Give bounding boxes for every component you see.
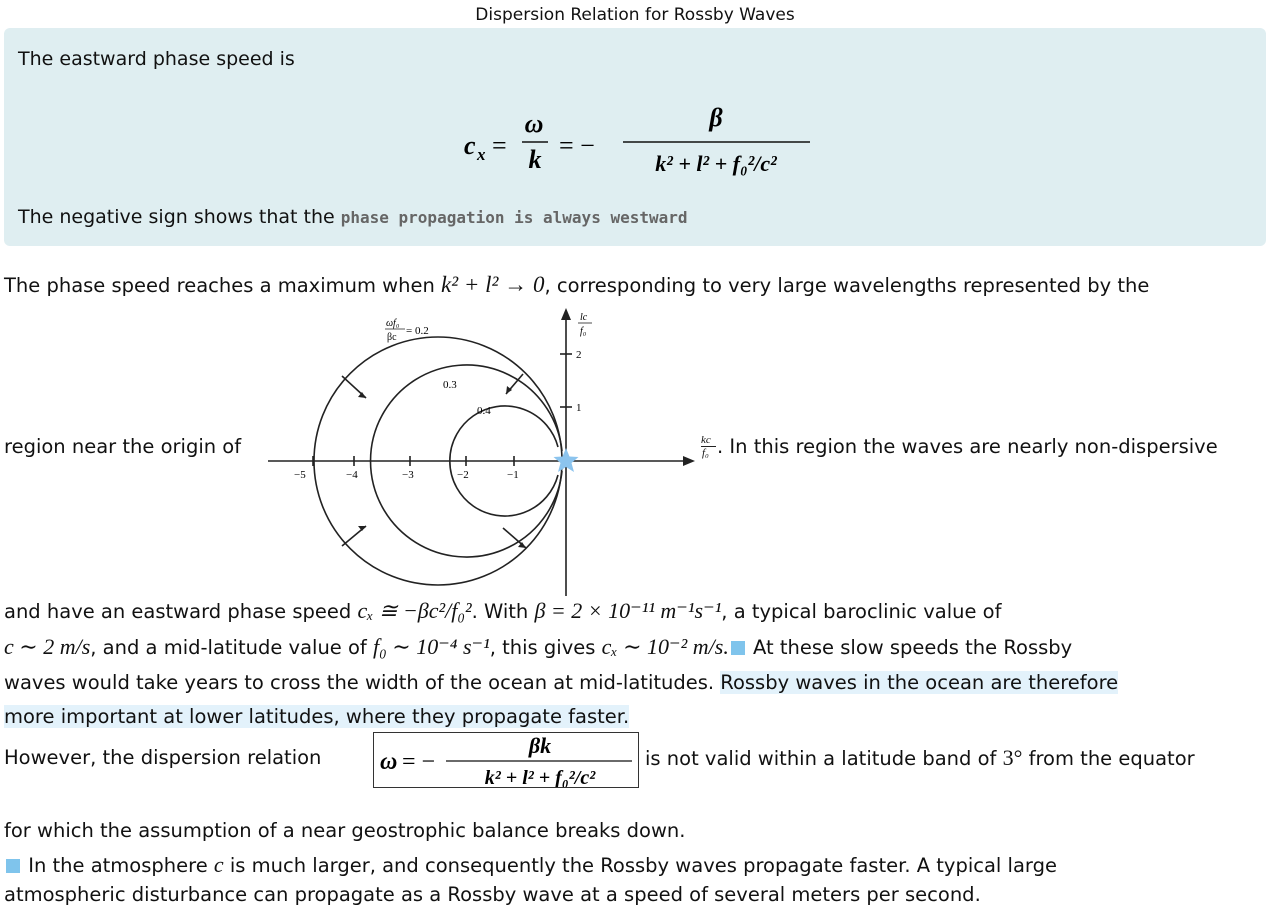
para3-text-d: for which the assumption of a near geostrophic balance breaks down. bbox=[4, 819, 686, 842]
callout-note bbox=[18, 204, 688, 231]
para3-math-b: 3° bbox=[1002, 745, 1023, 770]
para2-math-d: f₀ ∼ 10⁻⁴ s⁻¹ bbox=[373, 634, 490, 659]
section-marker bbox=[731, 641, 745, 655]
para2-text-d: , and a mid-latitude value of bbox=[90, 636, 373, 659]
para3-line1-right bbox=[645, 745, 1195, 772]
curve-label-0-num: ωf₀ bbox=[386, 318, 400, 329]
para2-line1 bbox=[4, 598, 1001, 625]
eq-lhs-sub: x bbox=[477, 145, 486, 164]
box-eq-lhs: ω bbox=[380, 749, 398, 775]
eq-equals-2: = − bbox=[559, 131, 595, 160]
para2-math-b: β = 2 × 10⁻¹¹ m⁻¹s⁻¹ bbox=[534, 598, 722, 623]
box-eq-den: k² + l² + f₀²/c² bbox=[484, 767, 596, 787]
eq-frac1-den: k bbox=[528, 145, 542, 174]
x-label-4: −4 bbox=[346, 469, 358, 481]
kc-den: f₀ bbox=[702, 447, 709, 459]
y-label-1: 1 bbox=[576, 402, 582, 414]
eq-frac2-den: k² + l² + f₀²/c² bbox=[655, 151, 777, 176]
para2-highlight-a[interactable]: Rossby waves in the ocean are therefore bbox=[720, 671, 1119, 694]
callout-intro: The eastward phase speed is bbox=[18, 48, 295, 70]
eq-frac2-num: β bbox=[709, 103, 723, 132]
box-eq-equals: = − bbox=[402, 749, 436, 775]
para1-text-c: region near the origin of bbox=[4, 435, 242, 458]
para3-line2 bbox=[4, 818, 685, 844]
para1-text-d: . In this region the waves are nearly non-dispersive bbox=[717, 435, 1218, 458]
note-code: phase propagation is always westward bbox=[340, 208, 688, 227]
section-marker-2 bbox=[6, 859, 20, 873]
para3-text-b: is not valid within a latitude band of bbox=[645, 747, 1003, 770]
para1-line2-right bbox=[701, 434, 1218, 460]
eq-frac1-num: ω bbox=[524, 109, 544, 138]
x-label-5: −5 bbox=[294, 469, 306, 481]
para1-line1 bbox=[4, 272, 1149, 299]
para4-line1 bbox=[4, 852, 1057, 879]
page-title: Dispersion Relation for Rossby Waves bbox=[475, 5, 795, 25]
para4-math-a: c bbox=[213, 852, 224, 877]
eq-lhs: c bbox=[464, 131, 476, 160]
dispersion-relation-box bbox=[373, 732, 639, 788]
rossby-dispersion-figure bbox=[258, 306, 698, 598]
para4-line2 bbox=[4, 882, 981, 908]
phase-speed-callout bbox=[4, 28, 1266, 246]
arrowhead-ul bbox=[358, 392, 366, 398]
para2-text-f: At these slow speeds the Rossby bbox=[746, 636, 1073, 659]
para2-line3 bbox=[4, 670, 1118, 696]
para1-text-a: The phase speed reaches a maximum when bbox=[4, 274, 442, 297]
x-label-2: −2 bbox=[457, 469, 469, 481]
para3-text-a: However, the dispersion relation bbox=[4, 746, 322, 769]
arrowhead-ll bbox=[358, 526, 366, 531]
kc-num: kc bbox=[701, 434, 711, 446]
para4-text-c: atmospheric disturbance can propagate as a Rossby wave at a speed of several meters per second. bbox=[4, 883, 981, 906]
note-prefix: The negative sign shows that the bbox=[18, 206, 335, 228]
y-axis-arrow bbox=[561, 308, 571, 320]
phase-speed-equation bbox=[4, 96, 1266, 196]
curve-label-0-den: βc bbox=[387, 332, 397, 343]
y-axis-label-den: f₀ bbox=[580, 326, 587, 337]
para3-text-c: from the equator bbox=[1022, 747, 1195, 770]
x-label-1: −1 bbox=[507, 469, 519, 481]
para1-line2-left bbox=[4, 434, 241, 460]
para2-math-c: c ∼ 2 m/s bbox=[4, 634, 91, 659]
para2-math-a: cₓ ≅ −βc²/f₀² bbox=[357, 598, 472, 623]
para2-text-g: waves would take years to cross the width of the ocean at mid-latitudes. bbox=[4, 671, 721, 694]
eq-equals-1: = bbox=[492, 131, 507, 160]
box-eq-num: βk bbox=[528, 733, 552, 758]
para2-text-a: and have an eastward phase speed bbox=[4, 600, 358, 623]
para1-math-a: k² + l² → 0 bbox=[441, 272, 545, 297]
para2-text-e: , this gives bbox=[489, 636, 602, 659]
para2-highlight-b[interactable]: more important at lower latitudes, where they propagate faster. bbox=[4, 705, 630, 728]
para2-math-e: cₓ ∼ 10⁻² m/s. bbox=[601, 634, 729, 659]
para4-text-b: is much larger, and consequently the Rossby waves propagate faster. A typical large bbox=[223, 854, 1057, 877]
curve-label-0-val: = 0.2 bbox=[406, 325, 429, 337]
para2-text-c: , a typical baroclinic value of bbox=[721, 600, 1002, 623]
y-axis-label-num: lc bbox=[580, 312, 588, 323]
curve-label-2: 0.4 bbox=[477, 405, 491, 417]
curve-label-1: 0.3 bbox=[443, 379, 457, 391]
para3-line1-left bbox=[4, 745, 321, 771]
para4-text-a: In the atmosphere bbox=[22, 854, 214, 877]
para2-line4 bbox=[4, 704, 629, 730]
para1-text-b: , corresponding to very large wavelengths represented by the bbox=[544, 274, 1150, 297]
para2-text-b: . With bbox=[471, 600, 535, 623]
y-label-2: 2 bbox=[576, 349, 582, 361]
para2-line2 bbox=[4, 634, 1072, 661]
x-axis-arrow bbox=[683, 456, 695, 466]
x-label-3: −3 bbox=[402, 469, 414, 481]
